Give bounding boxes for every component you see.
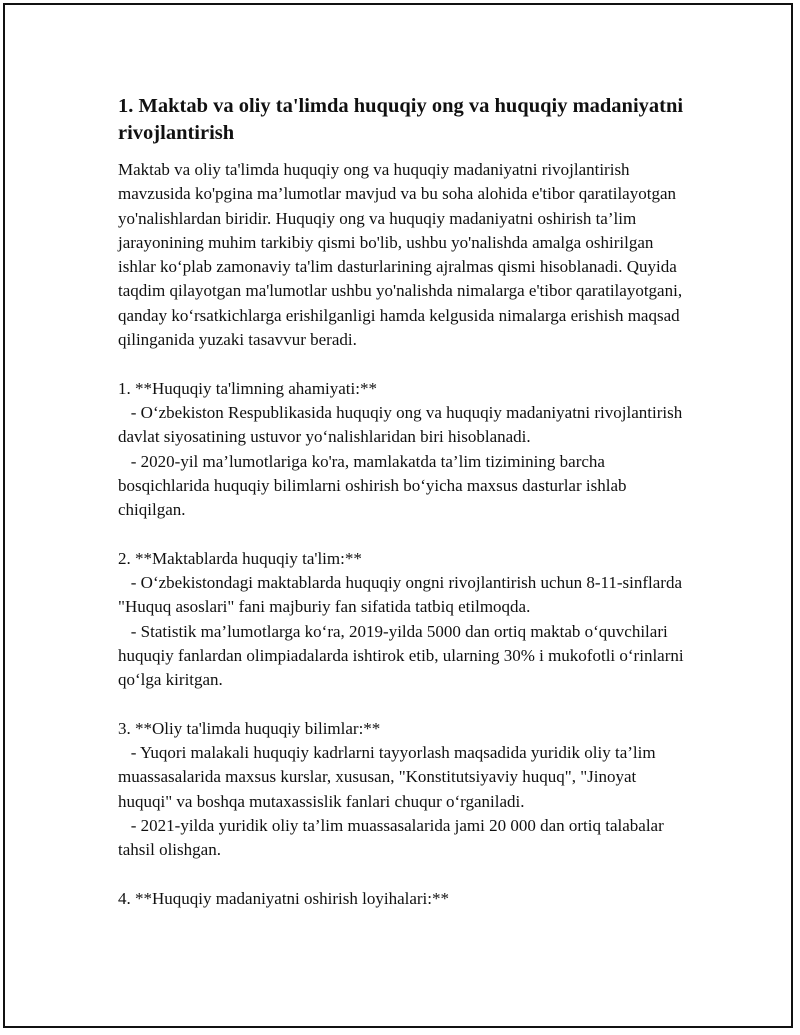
paragraph-gap [118,352,693,376]
document-title: 1. Maktab va oliy ta'limda huquqiy ong va huquqiy madaniyatni rivojlantirish [118,95,684,144]
section-heading: 3. **Oliy ta'limda huquqiy bilimlar:** [118,718,381,738]
section-heading: 2. **Maktablarda huquqiy ta'lim:** [118,548,362,568]
section-item: - Statistik ma’lumotlarga ko‘ra, 2019-yilda 5000 dan ortiq maktab o‘quvchilari huquqiy fanlardan olimpiadalarda ishtirok etib, ularning 30% i mukofotli o‘rinlarni qo‘lga kiritgan. [118,621,688,690]
section-item: - Yuqori malakali huquqiy kadrlarni tayyorlash maqsadida yuridik oliy ta’lim muassasalarida maxsus kurslar, xususan, "Konstitutsiyaviy huquq", "Jinoyat huquqi" va boshqa mutaxassislik fanlari chuqur o‘rganiladi. [118,743,660,811]
section-4 [118,887,693,911]
section-item: - 2021-yilda yuridik oliy ta’lim muassasalarida jami 20 000 dan ortiq talabalar tahsil olishgan. [118,816,669,860]
section-item: - O‘zbekistondagi maktablarda huquqiy ongni rivojlantirish uchun 8-11-sinflarda "Huquq asoslari" fani majburiy fan sifatida tatbiq etilmoqda. [118,573,687,617]
paragraph-gap [118,522,693,546]
section-item: - 2020-yil ma’lumotlariga ko'ra, mamlakatda ta’lim tizimining barcha bosqichlarida huquqiy bilimlarni oshirish bo‘yicha maxsus dasturlar ishlab chiqilgan. [118,451,631,520]
section-2 [118,547,693,693]
intro-paragraph: Maktab va oliy ta'limda huquqiy ong va huquqiy madaniyatni rivojlantirish mavzusida ko'pgina ma’lumotlar mavjud va bu soha alohida e'tibor qaratilayotgan yo'nalishlardan biridir. Huquqiy ong va huquqiy madaniyatni oshirish ta’lim jarayonining muhim tarkibiy qismi bo'lib, ushbu yo'nalishda amalga oshirilgan ishlar ko‘plab zamonaviy ta'lim dasturlarining ajralmas qismi hisoblanadi. Quyida taqdim qilayotgan ma'lumotlar ushbu yo'nalishda nimalarga e'tibor qaratilayotgani, qanday ko‘rsatkichlarga erishilganligi hamda kelgusida nimalarga erishish maqsad qilinganida yuzaki tasavvur beradi. [118,160,687,350]
paragraph-gap [118,693,693,717]
section-1 [118,377,693,523]
section-item: - O‘zbekiston Respublikasida huquqiy ong va huquqiy madaniyatni rivojlantirish davlat siyosatining ustuvor yo‘nalishlaridan biri hisoblanadi. [118,402,687,447]
document-body [118,93,693,911]
section-3 [118,717,693,863]
section-heading: 4. **Huquqiy madaniyatni oshirish loyihalari:** [118,888,449,908]
paragraph-gap [118,863,693,887]
section-heading: 1. **Huquqiy ta'limning ahamiyati:** [118,378,377,398]
